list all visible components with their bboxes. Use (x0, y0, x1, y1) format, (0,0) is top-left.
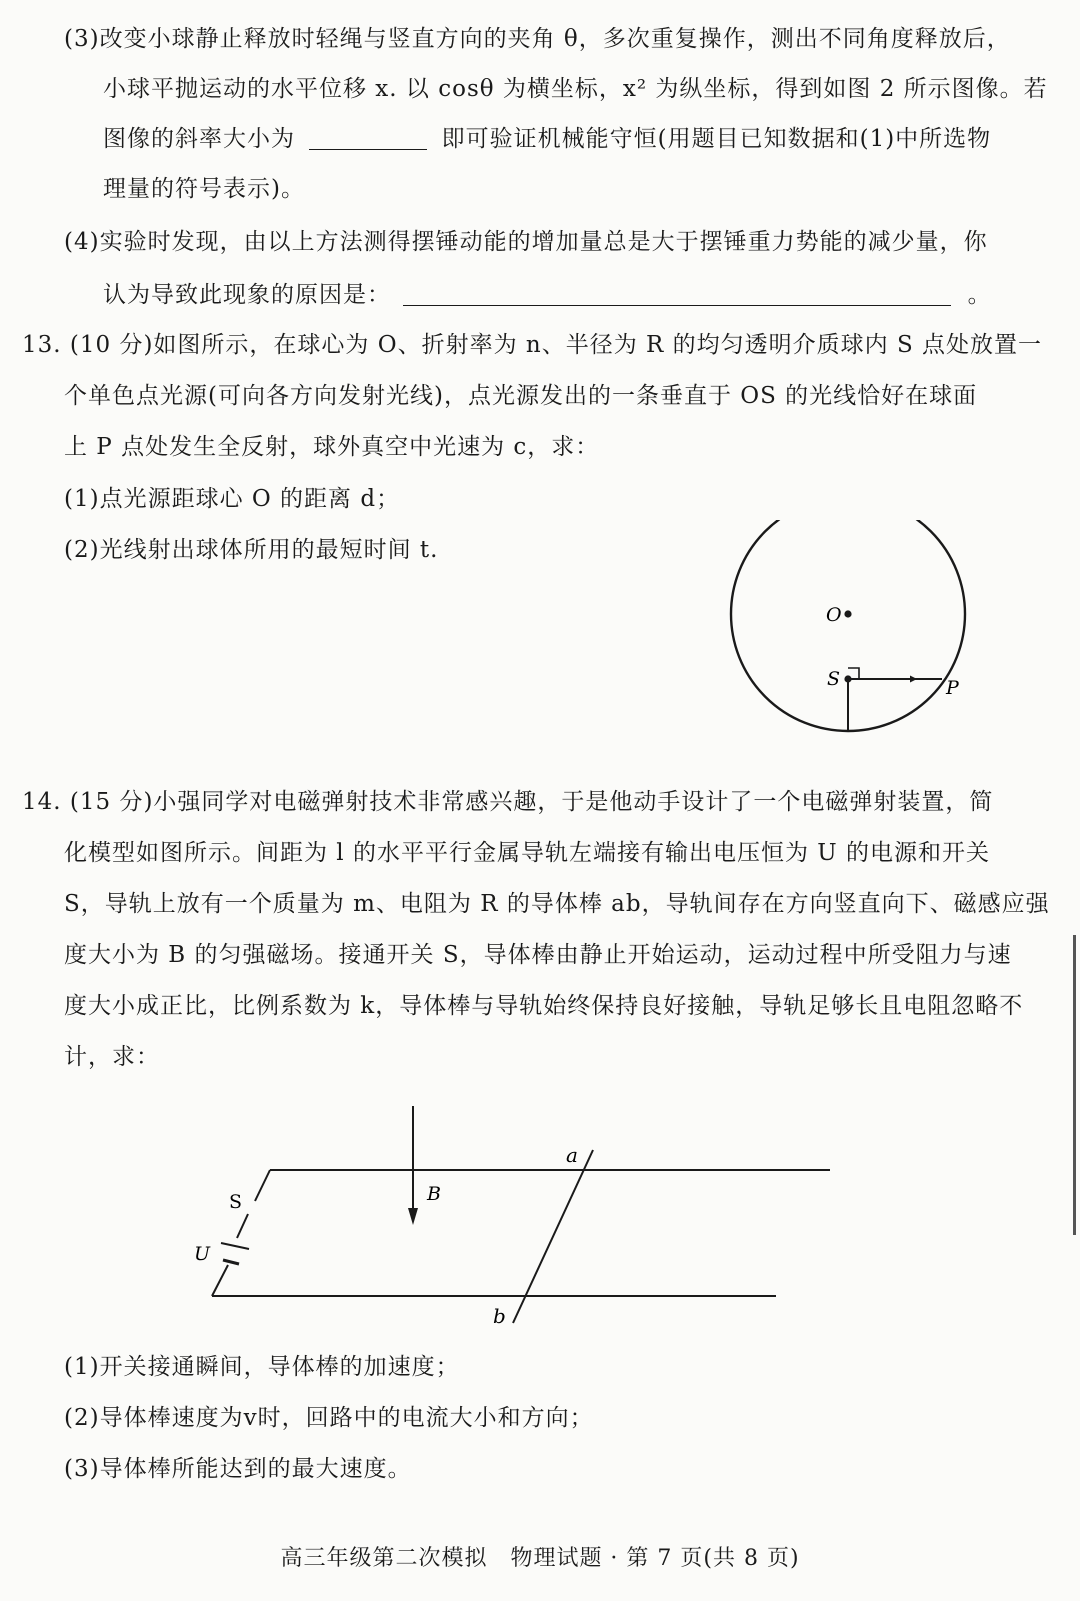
q14-stem-line6: 计，求： (64, 1044, 160, 1070)
left-wire-upper (237, 1214, 248, 1238)
q14-stem-line5: 度大小成正比，比例系数为 k，导体棒与导轨始终保持良好接触，导轨足够长且电阻忽略不 (64, 993, 1024, 1019)
q14-stem-line4: 度大小为 B 的匀强磁场。接通开关 S，导体棒由静止开始运动，运动过程中所受阻力与速 (64, 942, 1012, 968)
q12-p4-prefix: 认为导致此现象的原因是： (103, 282, 391, 308)
label-b: b (493, 1304, 506, 1328)
page-footer: 高三年级第二次模拟 物理试题 · 第 7 页(共 8 页) (280, 1546, 800, 1571)
q12-p3-line3 (103, 124, 991, 154)
conductor-rod-ab (513, 1150, 593, 1323)
q14-stem-line3: S，导轨上放有一个质量为 m、电阻为 R 的导体棒 ab，导轨间存在方向竖直向下、磁感应强 (64, 891, 1050, 917)
q14-stem-line1: 14. (15 分)小强同学对电磁弹射技术非常感兴趣，于是他动手设计了一个电磁弹射装置，简 (22, 789, 994, 815)
q14-stem-line2: 化模型如图所示。间距为 l 的水平平行金属导轨左端接有输出电压恒为 U 的电源和开关 (64, 840, 990, 866)
center-point-o (844, 610, 851, 617)
battery-long-plate (221, 1243, 249, 1249)
q12-p3-line1: (3)改变小球静止释放时轻绳与竖直方向的夹角 θ，多次重复操作，测出不同角度释放后， (64, 26, 1011, 52)
label-switch: S (229, 1191, 243, 1213)
label-p: P (946, 677, 959, 699)
q12-p4-line1: (4)实验时发现，由以上方法测得摆锤动能的增加量总是大于摆锤重力势能的减少量，你 (64, 229, 988, 255)
q13-part2: (2)光线射出球体所用的最短时间 t. (64, 537, 439, 563)
battery-short-plate (223, 1260, 239, 1264)
q12-p3-suffix: 即可验证机械能守恒(用题目已知数据和(1)中所选物 (441, 126, 992, 152)
q12-p3-prefix: 图像的斜率大小为 (103, 126, 295, 152)
q13-part1: (1)点光源距球心 O 的距离 d； (64, 486, 401, 512)
q14-part3: (3)导体棒所能达到的最大速度。 (64, 1456, 412, 1482)
ray-arrow-icon (910, 676, 917, 683)
field-arrow-icon (408, 1208, 418, 1225)
q12-p3-line2: 小球平抛运动的水平位移 x. 以 cosθ 为横坐标，x² 为纵坐标，得到如图 2 所示图像。若 (103, 76, 1048, 102)
label-o: O (826, 604, 842, 626)
left-wire-lower (212, 1265, 228, 1296)
q12-p3-line4: 理量的符号表示)。 (103, 176, 305, 202)
q12-p4-line2 (103, 280, 992, 310)
scan-edge-shadow (1073, 935, 1076, 1235)
q12-p4-end: 。 (967, 282, 992, 308)
label-u: U (194, 1243, 211, 1265)
sphere-figure (720, 520, 980, 745)
q13-stem-line1: 13. (10 分)如图所示，在球心为 O、折射率为 n、半径为 R 的均匀透明介质球内 S 点处放置一 (22, 332, 1043, 358)
label-s: S (827, 668, 841, 690)
switch-blade (255, 1170, 270, 1201)
answer-blank-reason (403, 283, 951, 306)
q13-stem-line3: 上 P 点处发生全反射，球外真空中光速为 c，求： (64, 434, 600, 460)
label-b-field: B (427, 1183, 441, 1205)
label-a: a (566, 1143, 578, 1167)
answer-blank-slope (309, 127, 427, 150)
rail-figure (180, 1098, 850, 1338)
q14-part2: (2)导体棒速度为v时，回路中的电流大小和方向； (64, 1405, 594, 1431)
q14-part1: (1)开关接通瞬间，导体棒的加速度； (64, 1354, 460, 1380)
q13-stem-line2: 个单色点光源(可向各方向发射光线)，点光源发出的一条垂直于 OS 的光线恰好在球面 (64, 383, 978, 409)
